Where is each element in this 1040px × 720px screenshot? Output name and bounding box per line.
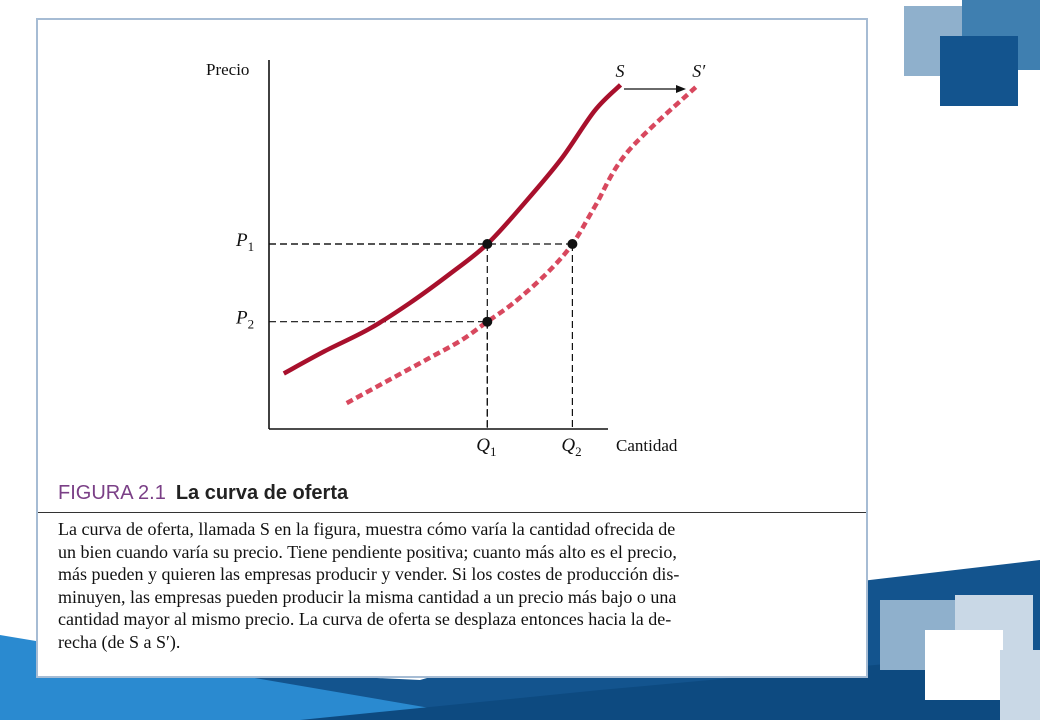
shift-arrow — [624, 85, 686, 93]
figure-number: FIGURA 2.1 — [58, 482, 166, 504]
supply-curve-chart — [38, 20, 870, 480]
x-axis-label: Cantidad — [616, 436, 678, 455]
tick-label: $Q_1$ — [476, 435, 497, 459]
description-line: La curva de oferta, llamada S en la figura, muestra cómo varía la cantidad ofrecida de — [58, 519, 676, 539]
tick-label: $Q_2$ — [561, 435, 582, 459]
figure-title: La curva de oferta — [175, 482, 349, 504]
data-point — [482, 239, 492, 249]
data-point — [482, 317, 492, 327]
description-line: recha (de S a S′). — [58, 631, 181, 652]
tick-label: $P_2$ — [236, 307, 255, 332]
data-point — [567, 239, 577, 249]
decorative-square-dark — [940, 36, 1018, 106]
description-line: más pueden y quieren las empresas producir y vender. Si los costes de producción dis- — [58, 564, 680, 584]
figure-caption — [58, 482, 348, 505]
series-label: S′ — [692, 60, 706, 81]
description-line: minuyen, las empresas pueden producir la misma cantidad a un precio más bajo o una — [58, 586, 677, 607]
description-line: un bien cuando varía su precio. Tiene pendiente positiva; cuanto más alto es el precio, — [58, 541, 677, 562]
y-axis-label: Precio — [206, 60, 250, 79]
tick-label: $P_1$ — [236, 230, 255, 254]
series-label: S — [615, 60, 625, 81]
supply-curve-s — [284, 85, 621, 374]
figure-panel — [36, 18, 868, 678]
figure-description — [58, 518, 858, 653]
caption-divider — [38, 512, 866, 513]
description-line: cantidad mayor al mismo precio. La curva de oferta se desplaza entonces hacia la de- — [58, 609, 672, 629]
